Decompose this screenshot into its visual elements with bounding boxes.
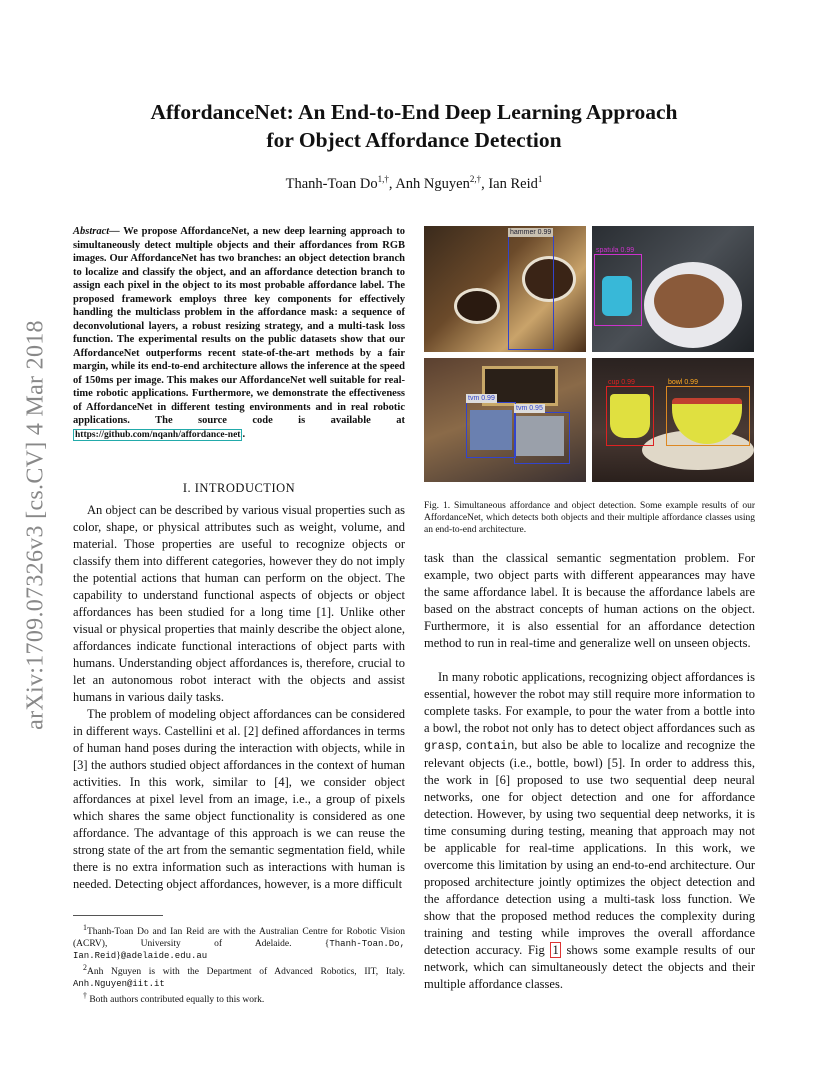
title-line-1: AffordanceNet: An End-to-End Deep Learning Approach (150, 100, 678, 124)
abstract-text: — We propose AffordanceNet, a new deep learning approach to simultaneously detect multiple objects and their affordances from RGB images. Our AffordanceNet has two branches: an object detection branch to localize and classify the object, and an affordance detection branch to assign each pixel in the object to its most probable affordance label. The proposed framework employs three key components for effectively handling the multiclass problem in the affordance mask: a sequence of deconvolutional layers, a robust resizing strategy, and a multi-task loss function. The experimental results on the public datasets show that our AffordanceNet outperforms recent state-of-the-art methods by a fair margin, while its end-to-end architecture allows the inference at the speed of 150ms per image. This makes our AffordanceNet well suitable for real-time robotic applications. Furthermore, we demonstrate the effectiveness of AffordanceNet in different testing environments and in real robotic applications. The source code is available at (73, 226, 405, 426)
footnote-1-domain: @adelaide.edu.au (120, 951, 208, 962)
footnote-2-email: Anh.Nguyen@iit.it (73, 979, 165, 990)
footnote-rule (73, 915, 163, 916)
tvm-bbox-2 (514, 412, 570, 464)
title-line-2: for Object Affordance Detection (266, 128, 562, 152)
footnote-3-mark: † (83, 991, 87, 1001)
footnote-3 (73, 990, 405, 1006)
figure-1-caption: Fig. 1. Simultaneous affordance and object detection. Some example results of our AffordanceNet, which detects both objects and their multiple affordance classes using an end-to-end architecture. (424, 501, 755, 535)
right-p2-part-d: shows some example results of our network, which can simultaneously detect the objects and their multiple affordance classes. (424, 943, 755, 991)
footnote-2-mark: 2 (83, 963, 87, 973)
hammer-tag: hammer 0.99 (510, 229, 552, 236)
abstract-end: . (242, 428, 246, 440)
affordance-contain: contain (465, 740, 515, 753)
bowl-bbox (666, 386, 750, 446)
abstract (73, 225, 405, 442)
affordance-grasp: grasp (424, 740, 459, 753)
right-paragraph-1: task than the classical semantic segmentation problem. For example, two object parts with different appearances may have the same affordance label. It is because the affordance labels are based on the abstract concepts of human actions on the object. Furthermore, it is also essential for an affordance detection method to run in real-time and generalize well on unseen objects. (424, 551, 755, 650)
figure-1-reference-link[interactable]: 1 (552, 943, 559, 957)
author-3-affil: 1 (537, 174, 543, 184)
footnote-1-mark: 1 (83, 923, 87, 932)
figure-1 (424, 226, 754, 482)
bowl-tag: bowl 0.99 (668, 379, 698, 386)
spatula-tag: spatula 0.99 (596, 247, 635, 254)
right-p2-part-b: , (458, 738, 466, 752)
footnote-1 (73, 922, 405, 962)
hammer-bbox (508, 236, 554, 350)
footnote-1-names: Thanh-Toan.Do, Ian.Reid (73, 939, 405, 962)
author-list (80, 174, 748, 193)
right-column-text (424, 550, 755, 993)
footnote-1-brace: } (116, 951, 121, 962)
author-2: , Anh Nguyen (388, 175, 470, 192)
footnote-2 (73, 962, 405, 990)
cup-tag: cup 0.99 (608, 379, 635, 386)
right-paragraph-2 (424, 669, 755, 993)
author-1: Thanh-Toan Do (285, 175, 378, 192)
figure-panel-cup-bowl (592, 358, 754, 482)
abstract-label: Abstract (73, 226, 110, 237)
introduction-text (73, 502, 405, 893)
author-1-affil: 1,† (377, 174, 389, 184)
right-p2-part-a: In many robotic applications, recognizing object affordances is essential, however the robot may still require more information to complete tasks. For example, to pour the water from a bottle into a bowl, the robot not only has to detect object affordances such as (424, 670, 755, 735)
figure-panel-spatula (592, 226, 754, 352)
intro-paragraph-1: An object can be described by various visual properties such as color, shape, or physical attributes such as weight, volume, and material. Those properties are useful to recognize objects or classify them into different categories, however they do not imply the potential actions that human can perform on the object. The capability to understand functional aspects of objects or object affordances has been studied for a long time [1]. Unlike other visual or physical properties that mainly describe the object alone, affordances indicate functional interactions of object parts with humans. Understanding object affordances is, therefore, crucial to let an autonomous robot interact with the objects and assist humans in various daily tasks. (73, 503, 405, 704)
footnote-3-text: Both authors contributed equally to this work. (86, 995, 265, 1006)
author-2-affil: 2,† (469, 174, 482, 184)
footnote-1-text: Thanh-Toan Do and Ian Reid are with the Australian Centre for Robotic Vision (ACRV), University of Adelaide. { (73, 927, 405, 950)
section-heading-introduction: I. INTRODUCTION (182, 481, 296, 495)
spatula-bbox (594, 254, 642, 326)
arxiv-identifier (22, 290, 50, 760)
tvm-bbox-1 (466, 402, 516, 458)
tvm-tag-2: tvm 0.95 (516, 405, 543, 412)
paper-title (80, 98, 748, 154)
tvm-tag-1: tvm 0.99 (468, 395, 495, 402)
author-3: , Ian Reid (481, 175, 538, 192)
source-code-link[interactable]: https://github.com/nqanh/affordance-net (75, 429, 241, 440)
footnotes (73, 922, 405, 1006)
cup-bbox (606, 386, 654, 446)
arxiv-id-text: arXiv:1709.07326v3 [cs.CV] 4 Mar 2018 (22, 320, 49, 730)
footnote-2-text: Anh Nguyen is with the Department of Advanced Robotics, IIT, Italy. (86, 967, 405, 978)
intro-paragraph-2: The problem of modeling object affordances can be considered in different ways. Castellini et al. [2] defined affordances in terms of human hand poses during the interaction with objects, while in [3] the authors studied object affordances in the context of human activities. In this work, similar to [4], we consider object affordances at pixel level from an image, i.e., a group of pixels which shares the same object functionality is considered as one affordance. The advantage of this approach is we can reuse the strong state of the art from the semantic segmentation field, while there is no extra information such as interactions with human is needed. Detecting object affordances, however, is a more difficult (73, 707, 405, 891)
right-p2-part-c: , but also be able to localize and recognize the relevant objects (i.e., bottle, bowl) [5]. In order to address this, the work in [6] proposed to use two sequential deep neural networks, one for object detection and one for affordance detection. However, by using two sequential deep networks, it is time consuming during testing, meaning that approach may not be applicable for real-time applications. In this work, we overcome this limitation by using an end-to-end architecture. Our proposed architecture jointly optimizes the object detection and the affordance detection using a multi-task loss function. We show that the proposed method reduces the complexity during training and testing while improves the overall affordance detection accuracy. Fig (424, 738, 755, 957)
figure-panel-hammer (424, 226, 586, 352)
figure-panel-tvm (424, 358, 586, 482)
